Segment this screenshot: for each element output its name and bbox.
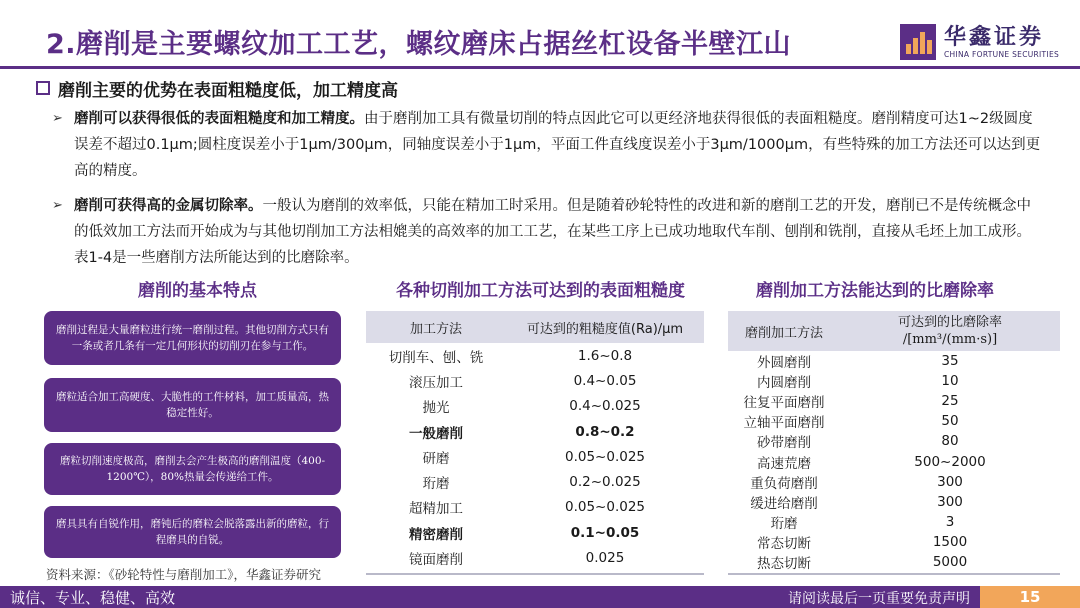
arrow-bullet-icon: ➢: [52, 198, 63, 213]
method-cell: 立轴平面磨削: [743, 415, 825, 432]
table-header-row: [728, 311, 1060, 351]
value-cell: 3: [945, 513, 955, 530]
table-bottom-rule: [728, 573, 1060, 575]
method-cell: 精密磨削: [409, 526, 463, 543]
value-cell: 0.4~0.025: [569, 398, 641, 415]
removal-rate-table: [728, 311, 1060, 572]
method-cell: 抛光: [422, 400, 450, 417]
value-cell: 300: [937, 473, 963, 490]
table-row: [366, 394, 704, 419]
column-header-method: 磨削加工方法: [728, 311, 840, 351]
value-cell: 0.2~0.025: [569, 474, 641, 491]
table-row: [728, 532, 1060, 552]
value-cell: 10: [941, 373, 959, 390]
value-cell: 500~2000: [914, 453, 986, 470]
column-header-method: 加工方法: [366, 311, 506, 343]
method-cell: 一般磨削: [409, 425, 463, 442]
bullet-point-2: [52, 193, 1042, 271]
table-row: [728, 351, 1060, 371]
footer-slogan: 诚信、专业、稳健、高效: [10, 589, 176, 607]
value-cell: 0.025: [585, 550, 625, 567]
method-cell: 切削车、刨、铣: [388, 349, 484, 366]
feature-card-3: 磨粒切削速度极高，磨削去会产生极高的磨削温度（400-1200℃），80%热量会传递给工件。: [44, 443, 341, 495]
feature-card-4: 磨具具有自锐作用，磨钝后的磨粒会脱落露出新的磨粒，行程磨具的自锐。: [44, 506, 341, 558]
feature-card-1: 磨削过程是大量磨粒进行统一磨削过程。其他切削方式只有一条或者几条有一定几何形状的切削刃在参与工作。: [44, 311, 341, 365]
removal-rate-table-title: 磨削加工方法能达到的比磨除率: [756, 281, 994, 301]
method-cell: 珩磨: [422, 476, 450, 493]
value-cell: 300: [937, 493, 963, 510]
table-row: [366, 495, 704, 520]
roughness-table: [366, 311, 704, 571]
value-cell: 25: [941, 393, 959, 410]
method-cell: 高速荒磨: [757, 455, 811, 472]
features-title: 磨削的基本特点: [138, 281, 257, 301]
column-header-roughness: 可达到的粗糙度值(Ra)/μm: [506, 311, 704, 343]
value-cell: 1500: [932, 533, 968, 550]
value-cell: 0.1~0.05: [570, 524, 640, 541]
table-row: [728, 411, 1060, 431]
bullet-point-1: [52, 106, 1042, 184]
bullet-body: 一般认为磨削的效率低，只能在精加工时采用。但是随着砂轮特性的改进和新的磨削工艺的开发，磨削已不是传统概念中的低效加工方法而开始成为与其他切削加工方法相媲美的高效率的加工工艺，在某些工序上已成功地取代车削、刨削和铣削，直接从毛坯上加工成形。表1-4是一些磨削方法所能达到的比磨除率。: [74, 198, 1031, 266]
checkbox-bullet-icon: [36, 81, 50, 95]
footer-bar: [0, 586, 1080, 608]
method-cell: 研磨: [422, 450, 450, 467]
value-cell: 50: [941, 413, 959, 430]
table-row: [366, 469, 704, 494]
bullet-text: [74, 193, 1042, 271]
method-cell: 滚压加工: [409, 374, 463, 391]
value-cell: 80: [941, 433, 959, 450]
method-cell: 砂带磨削: [757, 435, 811, 452]
value-cell: 0.4~0.05: [573, 372, 637, 389]
table-bottom-rule: [366, 573, 704, 575]
table-row: [366, 419, 704, 444]
method-cell: 热态切断: [757, 555, 811, 572]
table-row: [728, 552, 1060, 572]
method-cell: 往复平面磨削: [743, 395, 825, 412]
method-cell: 常态切断: [757, 535, 811, 552]
roughness-table-title: 各种切削加工方法可达到的表面粗糙度: [396, 281, 685, 301]
table-row: [728, 431, 1060, 451]
logo-name-cn: 华鑫证券: [944, 25, 1045, 50]
removal-rate-unit: /[mm³/(mm·s)]: [902, 332, 998, 347]
table-row: [728, 451, 1060, 471]
table-row: [728, 492, 1060, 512]
logo-mark-icon: [900, 24, 936, 60]
table-row: [366, 444, 704, 469]
arrow-bullet-icon: ➢: [52, 111, 63, 126]
bullet-lead: 磨削可以获得很低的表面粗糙度和加工精度。: [74, 111, 364, 127]
table-row: [366, 343, 704, 368]
section-subheading: [36, 76, 398, 101]
footer-disclaimer: 请阅读最后一页重要免责声明: [788, 591, 970, 607]
method-cell: 镜面磨削: [409, 552, 463, 569]
value-cell: 1.6~0.8: [577, 347, 633, 364]
removal-rate-label: 可达到的比磨除率: [897, 315, 1002, 330]
page-title: 2.磨削是主要螺纹加工工艺，螺纹磨床占据丝杠设备半壁江山: [46, 29, 792, 60]
table-row: [728, 512, 1060, 532]
bullet-body: 由于磨削加工具有微量切削的特点因此它可以更经济地获得很低的表面粗糙度。磨削精度可达1~2级圆度误差不超过0.1μm;圆柱度误差小于1μm/300μm，同轴度误差小于1μm，平面工件直线度误差小于3μm/1000μm，有些特殊的加工方法还可以达到更高的精度。: [74, 111, 1041, 179]
value-cell: 0.05~0.025: [564, 499, 646, 516]
value-cell: 0.05~0.025: [564, 448, 646, 465]
value-cell: 35: [941, 353, 959, 370]
company-logo: [900, 20, 1060, 64]
table-row: [366, 520, 704, 545]
title-divider: [0, 66, 1080, 69]
table-row: [728, 472, 1060, 492]
method-cell: 珩磨: [770, 515, 798, 532]
method-cell: 内圆磨削: [757, 375, 811, 392]
column-header-removal-rate: [840, 311, 1060, 351]
method-cell: 超精加工: [409, 501, 463, 518]
table-row: [728, 391, 1060, 411]
feature-card-2: 磨粒适合加工高硬度、大脆性的工件材料，加工质量高，热稳定性好。: [44, 378, 341, 432]
method-cell: 重负荷磨削: [750, 475, 818, 492]
bullet-text: [74, 106, 1042, 184]
page-number: 15: [980, 586, 1080, 608]
logo-name-en: CHINA FORTUNE SECURITIES: [944, 50, 1060, 59]
subheading-text: 磨削主要的优势在表面粗糙度低，加工精度高: [58, 81, 398, 101]
method-cell: 缓进给磨削: [750, 495, 818, 512]
method-cell: 外圆磨削: [757, 355, 811, 372]
table-header-row: [366, 311, 704, 343]
table-row: [728, 371, 1060, 391]
value-cell: 0.8~0.2: [575, 423, 635, 440]
value-cell: 5000: [932, 553, 968, 570]
source-note: 资料来源：《砂轮特性与磨削加工》，华鑫证券研究: [46, 567, 322, 582]
bullet-lead: 磨削可获得高的金属切除率。: [74, 198, 263, 214]
table-row: [366, 545, 704, 570]
table-row: [366, 368, 704, 393]
